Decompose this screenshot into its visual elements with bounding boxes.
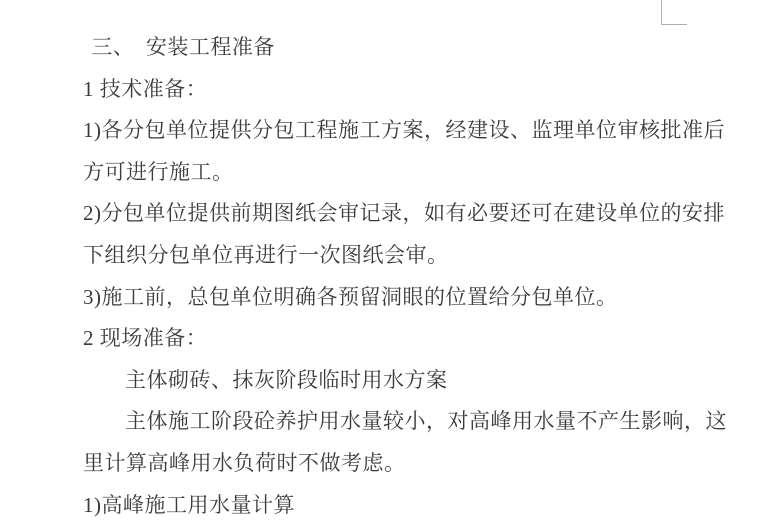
text-line-9: 主体砌砖、抹灰阶段临时用水方案: [125, 367, 448, 392]
corner-mark-vertical-line: [661, 0, 662, 25]
text-line-8: 2 现场准备：: [83, 326, 208, 351]
text-line-1: 三、 安装工程准备: [91, 35, 275, 59]
text-line-12: 1)高峰施工用水量计算: [83, 492, 295, 517]
document-body: [83, 27, 743, 526]
corner-mark-horizontal-line: [661, 24, 687, 25]
text-line-5: 2)分包单位提供前期图纸会审记录，如有必要还可在建设单位的安排: [83, 201, 725, 226]
text-line-6: 下组织分包单位再进行一次图纸会审。: [83, 242, 449, 267]
text-line-11: 里计算高峰用水负荷时不做考虑。: [83, 450, 406, 475]
text-line-10: 主体施工阶段砼养护用水量较小，对高峰用水量不产生影响，这: [125, 409, 727, 434]
text-line-4: 方可进行施工。: [83, 159, 234, 184]
text-line-2: 1 技术准备：: [83, 76, 208, 101]
text-line-7: 3)施工前，总包单位明确各预留洞眼的位置给分包单位。: [83, 284, 618, 309]
text-line-3: 1)各分包单位提供分包工程施工方案，经建设、监理单位审核批准后: [83, 118, 725, 143]
text-boundary-corner-mark: [661, 0, 687, 26]
